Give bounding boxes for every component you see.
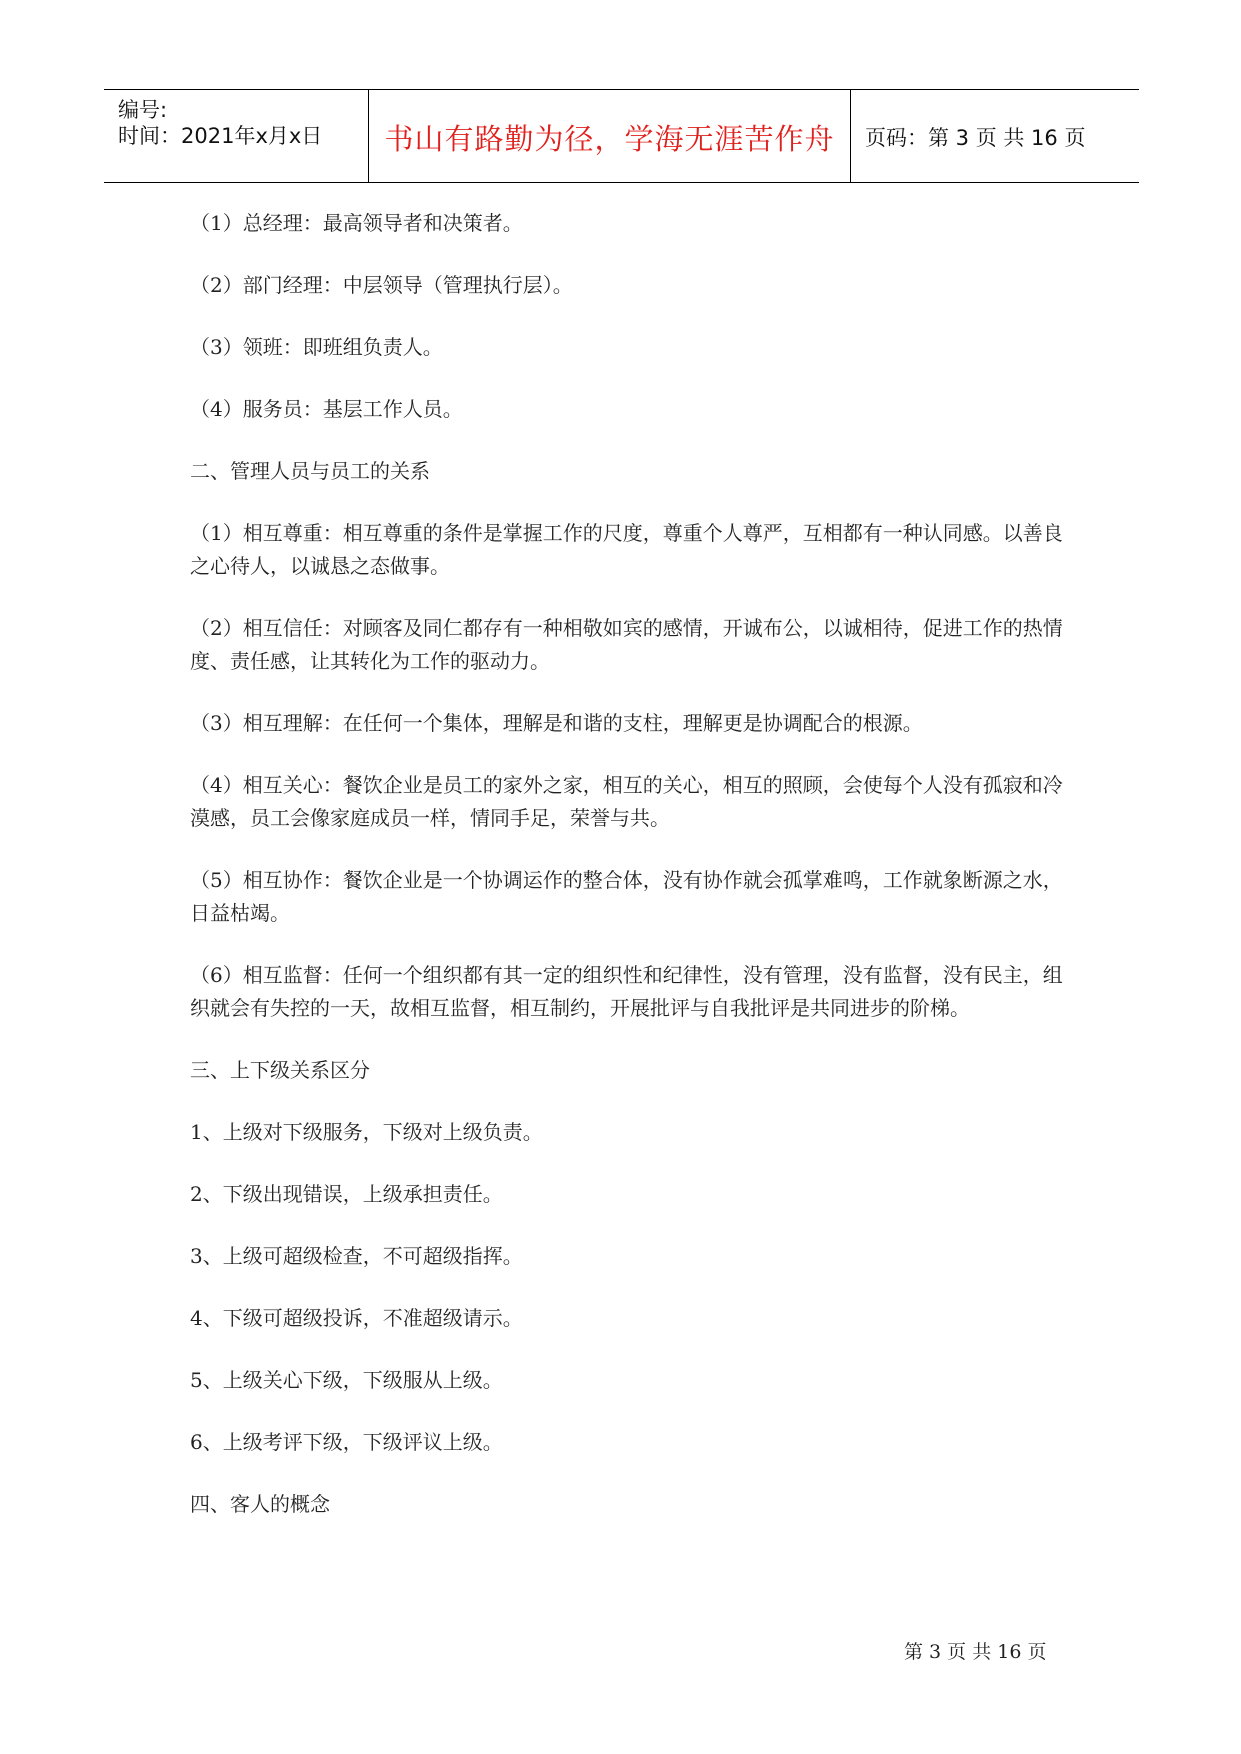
paragraph-general-manager: （1）总经理：最高领导者和决策者。	[190, 211, 523, 235]
paragraph-team-leader: （3）领班：即班组负责人。	[190, 335, 443, 359]
header-motto: 书山有路勤为径，学海无涯苦作舟	[384, 122, 835, 156]
document-number-label: 编号:	[118, 98, 168, 122]
page-footer-number: 第 3 页 共 16 页	[904, 1641, 1047, 1663]
paragraph-mutual-respect: （1）相互尊重：相互尊重的条件是掌握工作的尺度，尊重个人尊严，互相都有一种认同感。以善良之心待人，以诚恳之态做事。	[190, 521, 1063, 578]
paragraph-mutual-care: （4）相互关心：餐饮企业是员工的家外之家，相互的关心，相互的照顾，会使每个人没有孤寂和冷漠感，员工会像家庭成员一样，情同手足，荣誉与共。	[190, 773, 1063, 830]
header-middle-cell	[369, 90, 851, 182]
paragraph-mutual-supervision: （6）相互监督：任何一个组织都有其一定的组织性和纪律性，没有管理，没有监督，没有民主，组织就会有失控的一天，故相互监督，相互制约，开展批评与自我批评是共同进步的阶梯。	[190, 963, 1063, 1020]
list-item-2: 2、下级出现错误，上级承担责任。	[190, 1182, 503, 1206]
header-page-number: 页码：第 3 页 共 16 页	[865, 126, 1086, 150]
section-heading-4: 四、客人的概念	[190, 1492, 330, 1516]
section-heading-3: 三、上下级关系区分	[190, 1058, 370, 1082]
paragraph-department-manager: （2）部门经理：中层领导（管理执行层）。	[190, 273, 573, 297]
section-heading-2: 二、管理人员与员工的关系	[190, 459, 430, 483]
list-item-5: 5、上级关心下级，下级服从上级。	[190, 1368, 503, 1392]
paragraph-mutual-understanding: （3）相互理解：在任何一个集体，理解是和谐的支柱，理解更是协调配合的根源。	[190, 711, 923, 735]
document-time-label: 时间：2021年x月x日	[118, 124, 323, 148]
list-item-4: 4、下级可超级投诉，不准超级请示。	[190, 1306, 523, 1330]
paragraph-mutual-trust: （2）相互信任：对顾客及同仁都存有一种相敬如宾的感情，开诚布公，以诚相待，促进工作的热情度、责任感，让其转化为工作的驱动力。	[190, 616, 1063, 673]
paragraph-service-staff: （4）服务员：基层工作人员。	[190, 397, 463, 421]
paragraph-mutual-cooperation: （5）相互协作：餐饮企业是一个协调运作的整合体，没有协作就会孤掌难鸣，工作就象断源之水，日益枯竭。	[190, 868, 1063, 925]
page-header	[104, 89, 1139, 183]
list-item-1: 1、上级对下级服务，下级对上级负责。	[190, 1120, 543, 1144]
list-item-3: 3、上级可超级检查，不可超级指挥。	[190, 1244, 523, 1268]
header-right-cell	[851, 90, 1139, 182]
list-item-6: 6、上级考评下级，下级评议上级。	[190, 1430, 503, 1454]
document-body	[190, 207, 1070, 1550]
header-left-cell	[104, 90, 369, 182]
